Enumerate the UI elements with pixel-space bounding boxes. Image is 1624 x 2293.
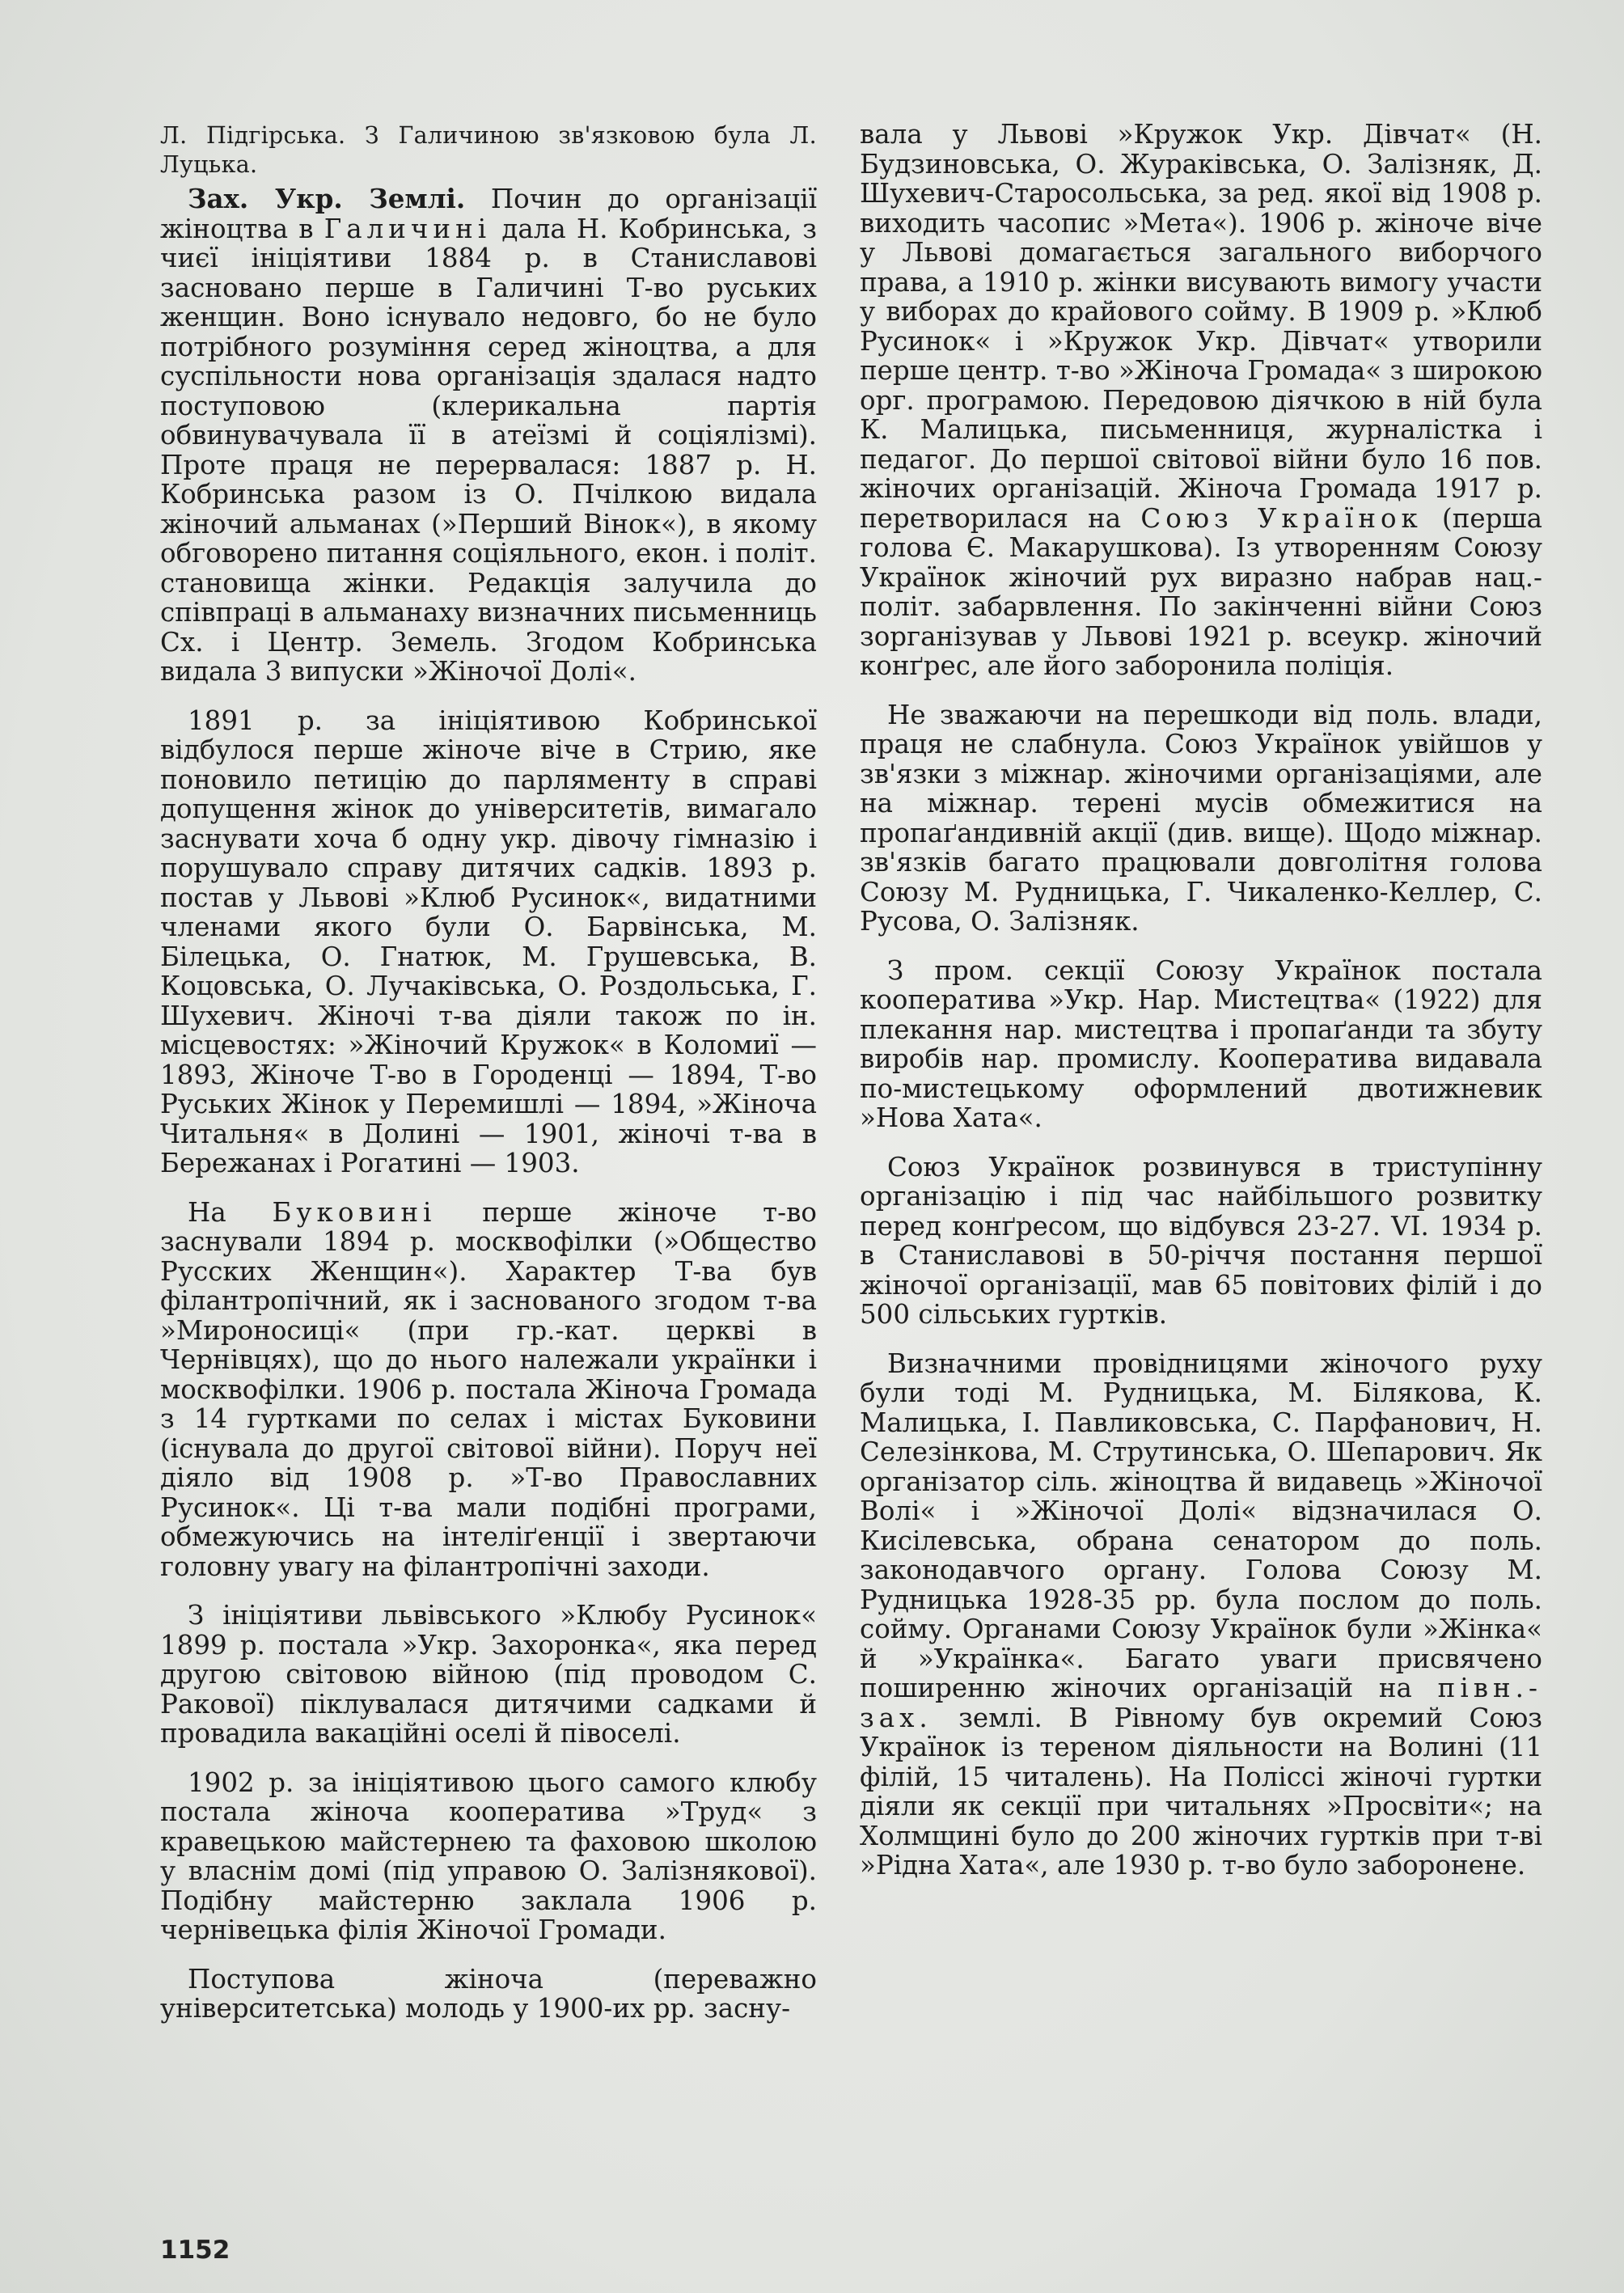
- paragraph-zakhoronka: З ініціятиви львівського »Клюбу Русинок« 1899 р. постала »Укр. Захоронка«, яка перед другою світовою війною (під проводом С. Ракової) піклувалася дитячими садками й провадила вакаційні оселі й півоселі.: [160, 1600, 817, 1749]
- paragraph-structure: Союз Українок розвинувся в триступінну організацію і під час найбільшого розвитку перед конґресом, що відбувся 23-27. VI. 1934 р. в Станиславові в 50-річчя постання першої жіночої організації, мав 65 повітових філій і до 500 сільських гуртків.: [860, 1151, 1542, 1330]
- paragraph-west-ukrainian-lands: [160, 184, 817, 687]
- paragraph-text: вала у Львові »Кружок Укр. Дівчат« (Н. Будзиновська, О. Жураківська, О. Залізняк, Д. Шухевич-Старосольська, за ред. якої від 1908 р. виходить часопис »Мета«). 1906 р. жіноче віче у Львові домагається загального виборчого права, а 1910 р. жінки висувають вимогу участи у виборах до крайового сойму. В 1909 р. »Клюб Русинок« і »Кружок Укр. Дівчат« утворили перше центр. т-во »Жіноча Громада« з широкою орг. програмою. Передовою діячкою в ній була К. Малицька, письменниця, журналістка і педагог. До першої світової війни було 16 пов. жіночих організацій. Жіноча Громада 1917 р. перетворилася на: [860, 119, 1542, 534]
- paragraph-bukovyna: [160, 1198, 817, 1582]
- emphasis-soyuz-ukrainok: Союз Українок: [1140, 502, 1423, 534]
- paragraph-text: землі. В Рівному був окремий Союз Українок із тереном діяльности на Волині (11 філій, 15 читалень). На Поліссі жіночі гуртки діяли як секції при читальнях »Просвіти«; на Холмщині було до 200 жіночих гуртків при т-ві »Рідна Хата«, але 1930 р. т-во було заборонене.: [860, 1702, 1542, 1881]
- paragraph-1891: 1891 р. за ініціятивою Кобринської відбулося перше жіноче віче в Стрию, яке поновило петицію до парляменту в справі допущення жінок до університетів, вимагало заснувати хоча б одну укр. дівочу гімназію і порушувало справу дитячих садків. 1893 р. постав у Львові »Клюб Русинок«, видатними членами якого були О. Барвінська, М. Білецька, О. Гнатюк, М. Грушевська, В. Коцовська, О. Лучаківська, О. Роздольська, Г. Шухевич. Жіночі т-ва діяли також по ін. місцевостях: »Жіночий Кружок« в Коломиї — 1893, Жіноче Т-во в Городенці — 1894, Т-во Руських Жінок у Перемишлі — 1894, »Жіноча Читальня« в Долині — 1901, жіночі т-ва в Бережанах і Рогатині — 1903.: [160, 704, 817, 1178]
- paragraph-cooperative: З пром. секції Союзу Українок постала кооператива »Укр. Нар. Мистецтва« (1922) для плекання нар. мистецтва і пропаґанди та збуту виробів нар. промислу. Кооператива видавала по-мистецькому оформлений двотижневик »Нова Хата«.: [860, 954, 1542, 1133]
- paragraph-text: (перша голова Є. Макарушкова). Із утворенням Союзу Українок жіночий рух виразно набрав нац.-політ. забарвлення. По закінченні війни Союз зорганізував у Львові 1921 р. всеукр. жіночий конґрес, але його заборонила поліція.: [860, 502, 1542, 681]
- paragraph-text: перше жіноче т-во заснували 1894 р. москвофілки (»Общество Русских Женщин«). Характер Т-ва був філантропічний, як і заснованого згодом т-ва »Мироносиці« (при гр.-кат. церкві в Чернівцях), що до нього належали українки і москвофілки. 1906 р. постала Жіноча Громада з 14 гуртками по селах і містах Буковини (існувала до другої світової війни). Поруч неї діяло від 1908 р. »Т-во Православних Русинок«. Ці т-ва мали подібні програми, обмежуючись на інтеліґенції і звертаючи головну увагу на філантропічні заходи.: [160, 1196, 817, 1582]
- paragraph-text: Почин до організації жіноцтва в: [160, 184, 818, 244]
- paragraph-text: дала Н. Кобринська, з чиєї ініціятиви 1884 р. в Станиславові засновано перше в Галичині Т-во руських женщин. Воно існувало недовго, бо не було потрібного розуміння серед жіноцтва, а для суспільности нова організація здалася надто поступовою (клерикальна партія обвинувачувала її в атеїзмі й соціялізмі). Проте праця не перервалася: 1887 р. Н. Кобринська разом із О. Пчілкою видала жіночий альманах (»Перший Вінок«), в якому обговорено питання соціяльного, екон. і політ. становища жінки. Редакція залучила до співпраці в альманаху визначних письменниць Сх. і Центр. Земель. Згодом Кобринська видала 3 випуски »Жіночої Долі«.: [160, 213, 817, 687]
- paragraph-1902: 1902 р. за ініціятивою цього самого клюбу постала жіноча кооператива »Труд« з кравецькою майстернею та фаховою школою у власнім домі (під управою О. Залізнякової). Подібну майстерню заклала 1906 р. чернівецька філія Жіночої Громади.: [160, 1766, 817, 1945]
- right-column: [860, 120, 1542, 1900]
- paragraph-continued: [860, 120, 1542, 681]
- paragraph-text: На: [188, 1196, 273, 1228]
- left-column: [160, 121, 817, 2043]
- paragraph-international: Не зважаючи на перешкоди від поль. влади, праця не слабнула. Союз Українок увійшов у зв'язки з міжнар. жіночими організаціями, але на міжнар. терені мусів обмежитися на пропаґандивній акції (див. вище). Щодо міжнар. зв'язків багато працювали довголітня голова Союзу М. Рудницька, Г. Чикаленко-Келлер, С. Русова, О. Залізняк.: [860, 699, 1542, 937]
- section-heading: Зах. Укр. Землі.: [188, 183, 466, 214]
- paragraph-youth: Поступова жіноча (переважно університетська) молодь у 1900-их рр. засну-: [160, 1963, 817, 2024]
- image-caption: Л. Підгірська. З Галичиною зв'язковою була Л. Луцька.: [160, 122, 817, 178]
- paragraph-text: Визначними провідницями жіночого руху були тоді М. Рудницька, М. Білякова, К. Малицька, І. Павликовська, С. Парфанович, Н. Селезінкова, М. Струтинська, О. Шепарович. Як організатор сіль. жіноцтва й видавець »Жіночої Волі« і »Жіночої Долі« відзначилася О. Кисілевська, обрана сенатором до поль. законодавчого органу. Голова Союзу М. Рудницька 1928-35 рр. була послом до поль. сойму. Органами Союзу Українок були »Жінка« й »Українка«. Багато уваги присвячено поширенню жіночих організацій на: [860, 1347, 1542, 1703]
- page-number: 1152: [160, 2236, 230, 2265]
- emphasis-north-west: півн.-зах.: [860, 1673, 1542, 1733]
- paragraph-leaders: [860, 1349, 1542, 1881]
- emphasis-galychyna: Галичині: [324, 213, 492, 244]
- emphasis-bukovyna: Буковині: [272, 1196, 437, 1228]
